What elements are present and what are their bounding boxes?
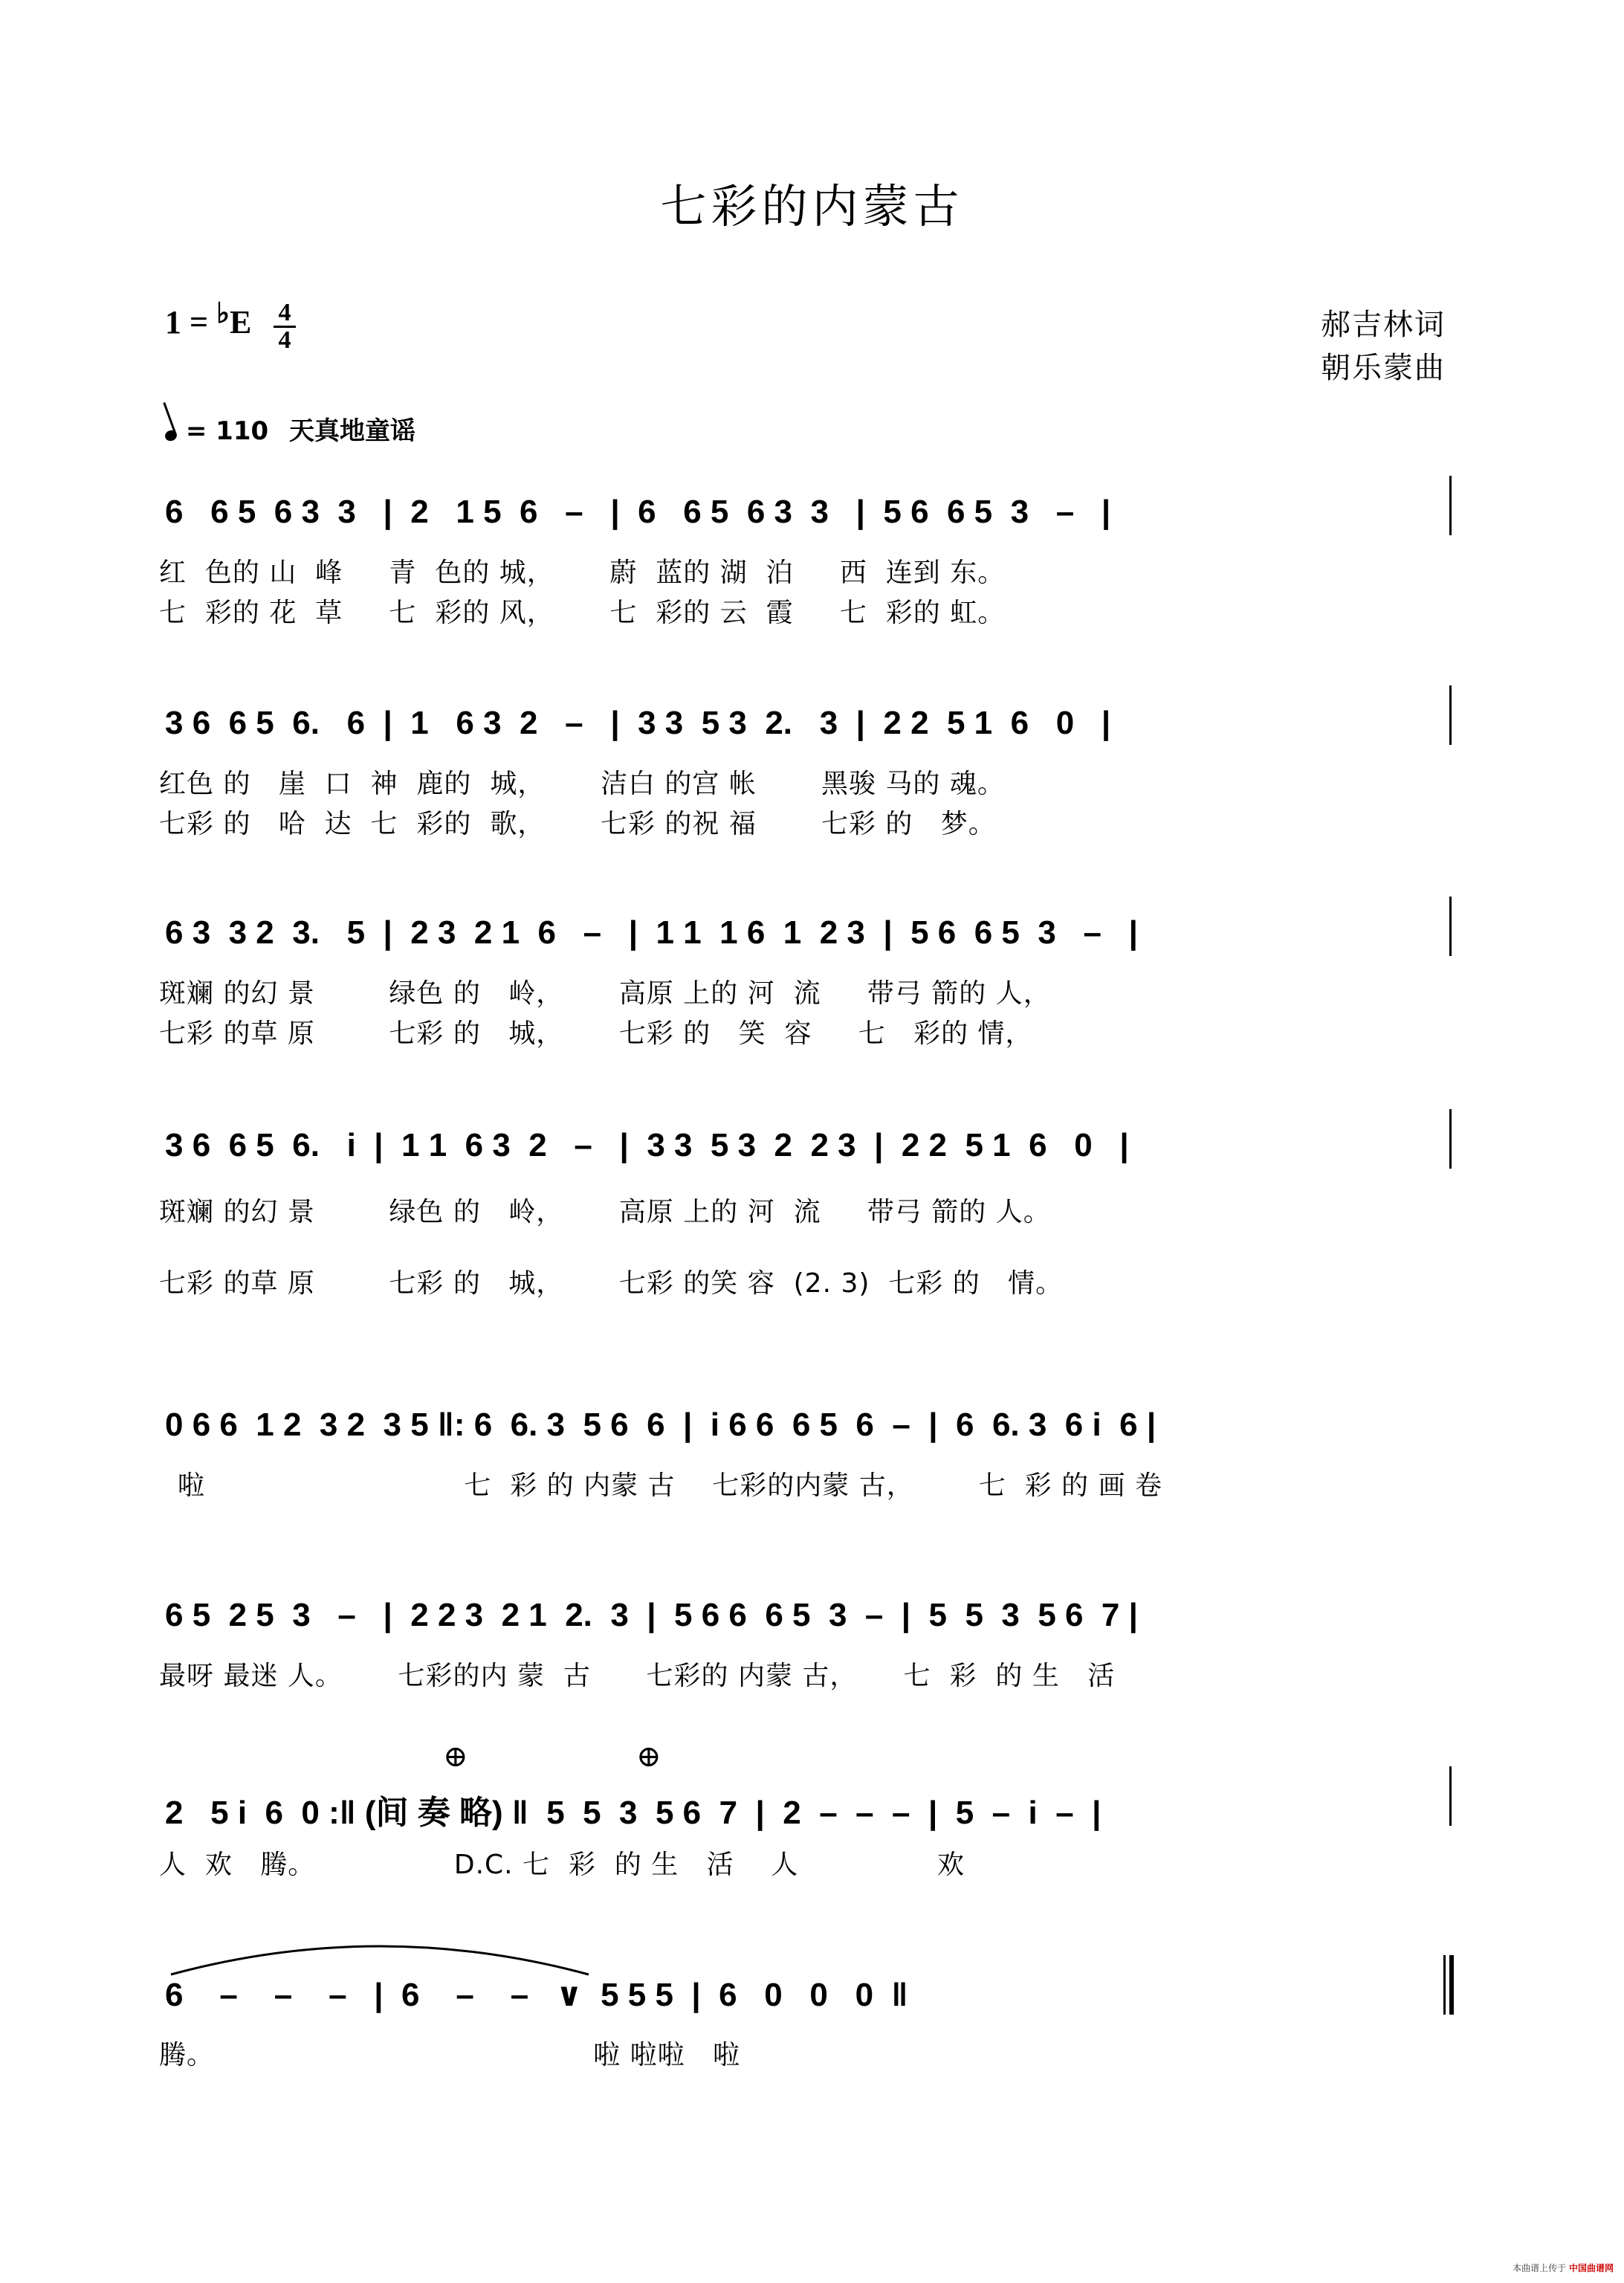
time-top: 4 — [278, 299, 291, 326]
tempo-expression: 天真地童谣 — [288, 416, 415, 446]
coda-sign-icon: ⊕ — [636, 1740, 661, 1774]
footer-credit — [1513, 2261, 1614, 2274]
lyrics-verse-1: 红色 的 崖 口 神 鹿的 城， 洁白 的宫 帐 黑骏 马的 魂。 — [159, 769, 1005, 799]
tempo-bpm: = 110 — [185, 416, 269, 446]
time-signature — [274, 300, 296, 353]
barline — [1449, 685, 1452, 745]
lyrics-verse-1: 斑斓 的幻 景 绿色 的 岭， 高原 上的 河 流 带弓 箭的 人。 — [159, 1197, 1051, 1227]
key-prefix: 1 = — [165, 304, 209, 340]
lyrics-verse-1: 最呀 最迷 人。 七彩的内 蒙 古 七彩的 内蒙 古， 七 彩 的 生 活 — [159, 1661, 1116, 1691]
barline — [1449, 1766, 1452, 1826]
notation: 0 6 6 1 2 3 2 3 5 ‖: 6 6. 3 5 6 6 | i 6 6 6 5 6 – | 6 6. 3 6 i 6 | — [165, 1407, 1156, 1443]
notation: 6 3 3 2 3. 5 | 2 3 2 1 6 – | 1 1 1 6 1 2 3 | 5 6 6 5 3 – | — [165, 914, 1138, 951]
lyricist: 郝吉林词 — [1321, 308, 1446, 342]
lyrics-verse-1: 腾。 啦 啦啦 啦 — [159, 2040, 740, 2070]
barline — [1449, 1109, 1452, 1169]
lyrics-verse-2: 七彩 的草 原 七彩 的 城， 七彩 的笑 容 (2. 3) 七彩 的 情。 — [159, 1268, 1064, 1299]
lyrics-verse-2: 七彩 的草 原 七彩 的 城， 七彩 的 笑 容 七 彩的 情， — [159, 1018, 1033, 1049]
key-note: E — [230, 304, 252, 340]
tempo-marking — [165, 410, 415, 447]
barline — [1449, 897, 1452, 956]
key-signature — [165, 298, 252, 341]
lyrics-verse-1: 斑斓 的幻 景 绿色 的 岭， 高原 上的 河 流 带弓 箭的 人， — [159, 978, 1051, 1009]
notation: 2 5 i 6 0 :‖ (间 奏 略) ‖ 5 5 3 5 6 7 | 2 – – – | 5 – i – | — [165, 1795, 1101, 1831]
flat-symbol: ♭ — [216, 298, 230, 329]
lyrics-verse-2: 七彩 的 哈 达 七 彩的 歌， 七彩 的祝 福 七彩 的 梦。 — [159, 809, 996, 839]
notation: 3 6 6 5 6. 6 | 1 6 3 2 – | 3 3 5 3 2. 3 | 2 2 5 1 6 0 | — [165, 705, 1111, 741]
notation: 6 6 5 6 3 3 | 2 1 5 6 – | 6 6 5 6 3 3 | 5 6 6 5 3 – | — [165, 494, 1111, 530]
lyrics-verse-1: 啦 七 彩 的 内蒙 古 七彩的内蒙 古， 七 彩 的 画 卷 — [159, 1470, 1163, 1501]
footer-site: 中国曲谱网 — [1568, 2263, 1614, 2273]
credits — [1321, 303, 1446, 390]
barline — [1449, 1955, 1454, 2015]
notation: 6 – – – | 6 – – ∨ 5 5 5 | 6 0 0 0 ‖ — [165, 1977, 908, 2013]
slur — [168, 1933, 592, 1977]
footer-text: 本曲谱上传于 — [1513, 2263, 1567, 2273]
notation: 6 5 2 5 3 – | 2 2 3 2 1 2. 3 | 5 6 6 6 5 3 – | 5 5 3 5 6 7 | — [165, 1597, 1138, 1633]
composer: 朝乐蒙曲 — [1321, 351, 1446, 385]
barline — [1443, 1955, 1446, 2015]
lyrics-verse-2: 七 彩的 花 草 七 彩的 风， 七 彩的 云 霞 七 彩的 虹。 — [159, 598, 1006, 628]
time-bottom: 4 — [278, 326, 291, 354]
notation: 3 6 6 5 6. i | 1 1 6 3 2 – | 3 3 5 3 2 2 3 | 2 2 5 1 6 0 | — [165, 1127, 1129, 1163]
quarter-note-icon — [164, 429, 178, 443]
lyrics-verse-1: 红 色的 山 峰 青 色的 城， 蔚 蓝的 湖 泊 西 连到 东。 — [159, 558, 1006, 588]
score-title: 七彩的内蒙古 — [660, 179, 964, 233]
coda-sign-icon: ⊕ — [443, 1740, 468, 1774]
lyrics-verse-1: 人 欢 腾。 D.C. 七 彩 的 生 活 人 欢 — [159, 1850, 965, 1880]
barline — [1449, 476, 1452, 535]
